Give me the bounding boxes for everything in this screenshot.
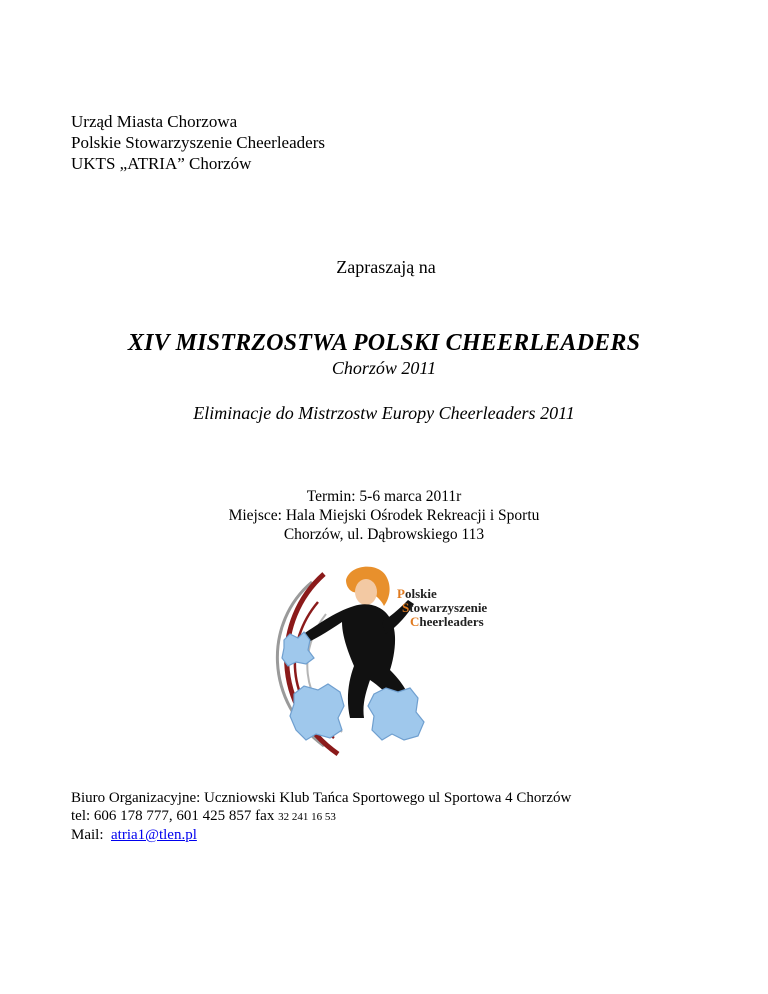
- event-place: Miejsce: Hala Miejski Ośrodek Rekreacji i Sportu: [228, 507, 540, 524]
- phone-fax-line: [71, 807, 571, 826]
- logo-pom-bottom-left: [290, 684, 344, 740]
- eliminations-text: Eliminacje do Mistrzostw Europy Cheerleaders 2011: [193, 403, 575, 423]
- phone-text: tel: 606 178 777, 601 425 857 fax: [71, 808, 279, 824]
- event-address: Chorzów, ul. Dąbrowskiego 113: [283, 526, 485, 543]
- mail-line: [71, 826, 571, 844]
- organizer-line: UKTS „ATRIA” Chorzów: [71, 154, 252, 173]
- organizer-line: Polskie Stowarzyszenie Cheerleaders: [71, 133, 325, 152]
- event-term: Termin: 5-6 marca 2011r: [306, 488, 462, 505]
- footer-contact: [71, 789, 571, 844]
- cheerleaders-logo: [254, 562, 518, 758]
- organizer-line: Urząd Miasta Chorzowa: [71, 112, 238, 131]
- organizers-block: [71, 111, 325, 174]
- logo-text-line-2: Stowarzyszenie: [402, 600, 488, 615]
- logo-text-line-1: Polskie: [397, 586, 437, 601]
- logo-text-line-3: Cheerleaders: [410, 614, 484, 629]
- cheerleaders-logo-graphic: [254, 562, 518, 758]
- event-subtitle: Chorzów 2011: [331, 358, 437, 378]
- office-address: Biuro Organizacyjne: Uczniowski Klub Tańca Sportowego ul Sportowa 4 Chorzów: [71, 790, 572, 806]
- fax-number: 32 241 16 53: [278, 811, 336, 823]
- logo-pom-bottom-right: [368, 688, 424, 740]
- invite-text: Zapraszają na: [336, 257, 436, 277]
- email-link[interactable]: atria1@tlen.pl: [111, 827, 197, 843]
- mail-label: Mail:: [71, 827, 111, 843]
- event-title: XIV MISTRZOSTWA POLSKI CHEERLEADERS: [127, 330, 641, 356]
- logo-head: [355, 579, 377, 605]
- logo-text: [397, 586, 487, 629]
